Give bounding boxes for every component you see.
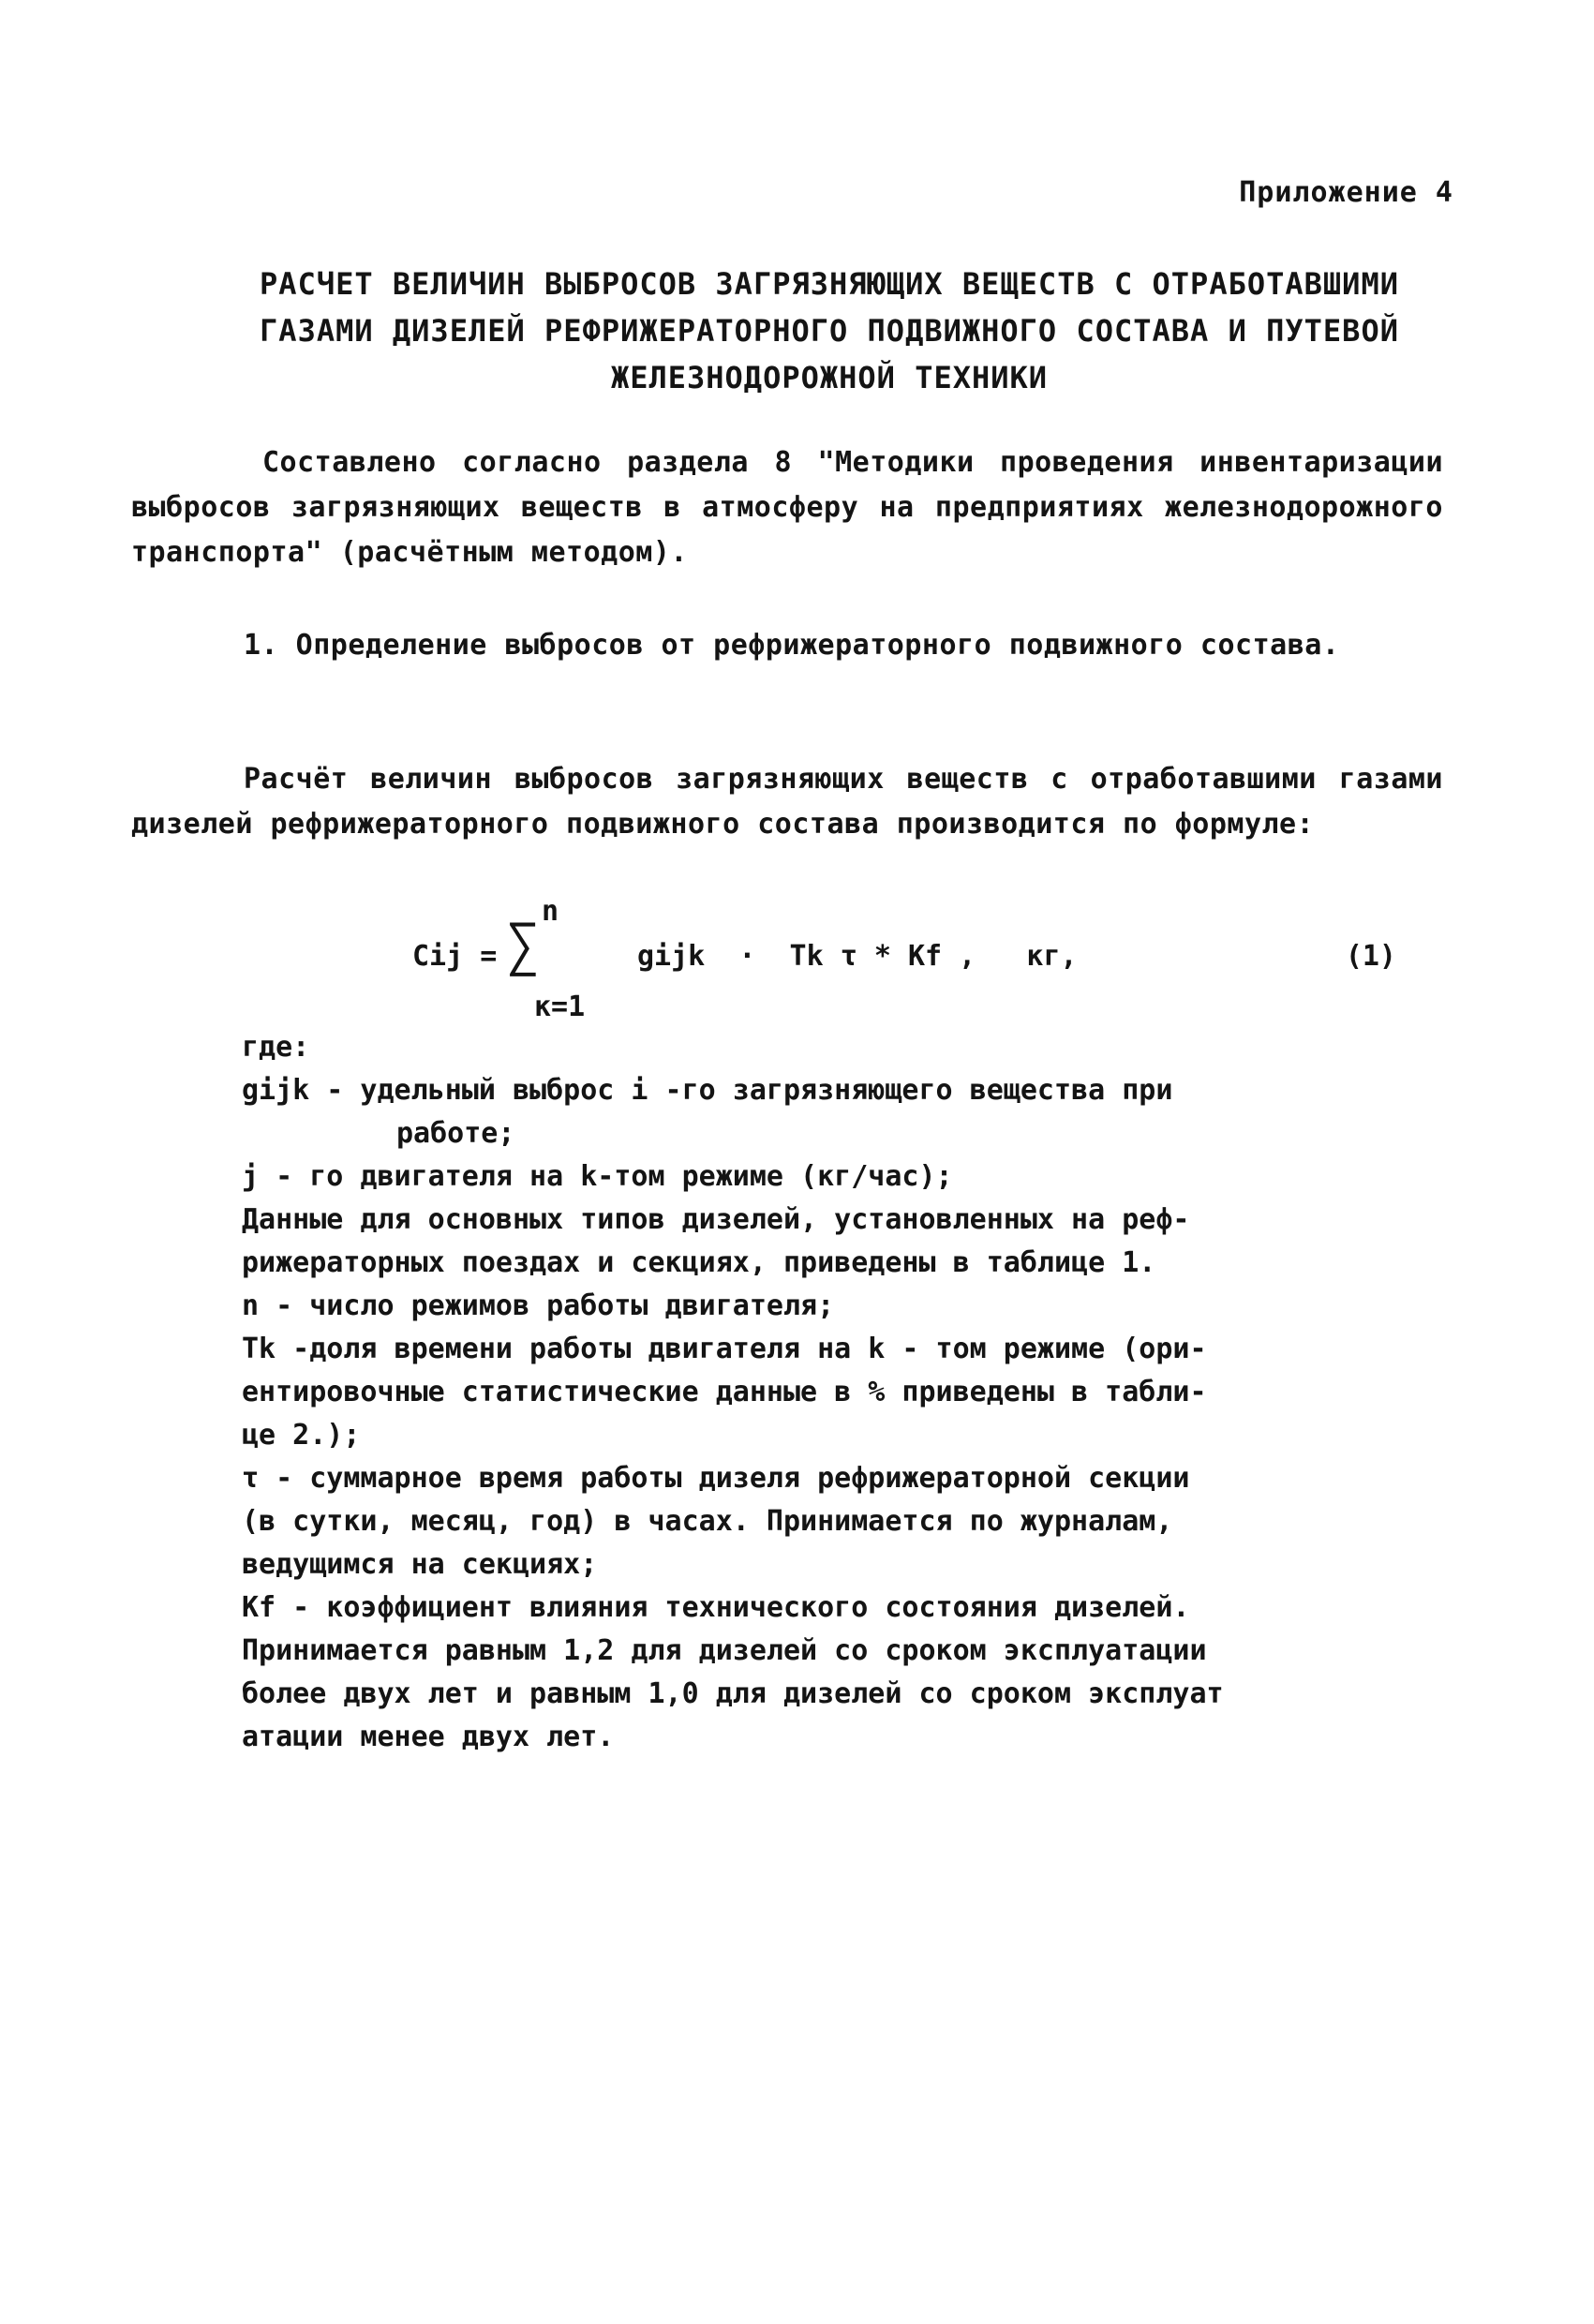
sum-symbol: ∑ xyxy=(506,913,541,978)
intro-paragraph: Составлено согласно раздела 8 "Методики проведения инвентаризации выбросов загрязняющих веществ в атмосферу на предприятиях железнодорожного транспорта" (расчётным методом). xyxy=(131,446,1443,569)
sum-upper-limit: n xyxy=(542,895,559,928)
def-kf-line-3: более двух лет и равным 1,0 для дизелей со сроком эксплуат xyxy=(242,1677,1224,1710)
def-tau-line-3: ведущимся на секциях; xyxy=(242,1548,598,1581)
def-kf-line-1: Kf - коэффициент влияния технического состояния дизелей. xyxy=(242,1591,1190,1624)
def-gijk-line-2: работе; xyxy=(396,1117,515,1150)
formula-body: gijk · Tk τ * Kf , кг, xyxy=(637,940,1078,973)
section-1-heading: 1. Определение выбросов от рефрижераторного подвижного состава. xyxy=(244,629,1340,662)
def-tau-line-2: (в сутки, месяц, год) в часах. Принимается по журналам, xyxy=(242,1505,1173,1538)
where-label: где: xyxy=(242,1031,310,1064)
def-kf-line-4: атации менее двух лет. xyxy=(242,1721,615,1753)
def-tk-line-2: ентировочные статистические данные в % приведены в табли- xyxy=(242,1376,1207,1408)
formula-1 xyxy=(412,895,1443,1026)
def-gijk-line-1: gijk - удельный выброс i -го загрязняющего вещества при xyxy=(242,1074,1173,1107)
def-n-line: n - число режимов работы двигателя; xyxy=(242,1289,835,1322)
def-tau-line-1: τ - суммарное время работы дизеля рефрижераторной секции xyxy=(242,1462,1190,1495)
formula-lhs: Cij = xyxy=(412,940,498,973)
sum-lower-limit: к=1 xyxy=(534,991,586,1023)
title-line-2: ГАЗАМИ ДИЗЕЛЕЙ РЕФРИЖЕРАТОРНОГО ПОДВИЖНОГО СОСТАВА И ПУТЕВОЙ xyxy=(260,313,1399,349)
title-line-3: ЖЕЛЕЗНОДОРОЖНОЙ ТЕХНИКИ xyxy=(610,360,1049,395)
title-line-1: РАСЧЕТ ВЕЛИЧИН ВЫБРОСОВ ЗАГРЯЗНЯЮЩИХ ВЕЩЕСТВ С ОТРАБОТАВШИМИ xyxy=(260,266,1399,302)
def-data-line-2: рижераторных поездах и секциях, приведены в таблице 1. xyxy=(242,1246,1156,1279)
def-j-line: j - го двигателя на k-том режиме (кг/час); xyxy=(242,1160,953,1193)
appendix-label: Приложение 4 xyxy=(1239,176,1453,209)
document-title xyxy=(216,261,1443,401)
formula-number: (1) xyxy=(1345,940,1396,973)
definitions-list xyxy=(242,1026,1451,1759)
def-tk-line-3: це 2.); xyxy=(242,1419,361,1452)
def-tk-line-1: Tk -доля времени работы двигателя на k - том режиме (ори- xyxy=(242,1333,1207,1365)
def-kf-line-2: Принимается равным 1,2 для дизелей со сроком эксплуатации xyxy=(242,1634,1207,1667)
def-data-line-1: Данные для основных типов дизелей, установленных на реф- xyxy=(242,1203,1190,1236)
calculation-paragraph: Расчёт величин выбросов загрязняющих веществ с отработавшими газами дизелей рефрижераторного подвижного состава производится по формуле: xyxy=(131,763,1443,841)
